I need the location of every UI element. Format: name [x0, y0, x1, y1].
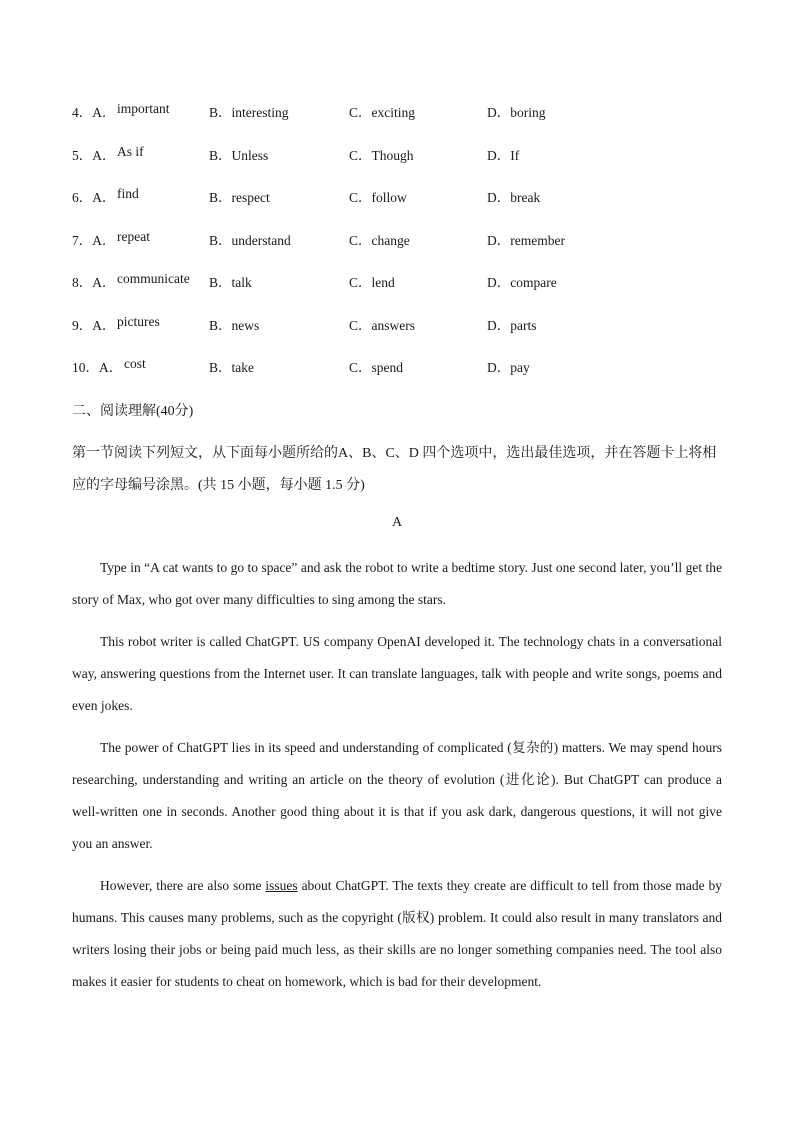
option-a: repeat	[117, 229, 150, 244]
underlined-word: issues	[265, 878, 298, 893]
question-number: 7．A．	[72, 233, 116, 248]
option-b: B．talk	[209, 275, 252, 290]
paragraph-4	[72, 870, 722, 998]
option-d: D．compare	[487, 275, 557, 290]
option-b: B．news	[209, 318, 260, 333]
option-d: D．pay	[487, 360, 530, 375]
option-c: C．exciting	[349, 105, 415, 120]
question-number: 5．A．	[72, 148, 116, 163]
paragraph-4-text-end: about ChatGPT. The texts they create are difficult to tell from those made by humans. This causes many problems, such as the copyright (版权) problem. It could also result in many translators and writers losing their jobs or being paid much less, as their skills are no longer something companies need. The tool also makes it easier for students to cheat on homework, which is bad for their development.	[72, 878, 722, 989]
question-number: 4．A．	[72, 105, 116, 120]
paragraph-1: Type in “A cat wants to go to space” and ask the robot to write a bedtime story. Just one second later, you’ll get the story of Max, who got over many difficulties to sing among the stars.	[72, 560, 722, 607]
option-d: D．If	[487, 148, 520, 163]
question-number: 8．A．	[72, 275, 116, 290]
option-d: D．boring	[487, 105, 546, 120]
paragraph-2: This robot writer is called ChatGPT. US company OpenAI developed it. The technology chats in a conversational way, answering questions from the Internet user. It can translate languages, talk with people and write songs, poems and even jokes.	[72, 634, 722, 713]
option-c: C．spend	[349, 360, 403, 375]
passage-title: A	[391, 515, 403, 530]
option-a: As if	[117, 144, 144, 159]
option-b: B．Unless	[209, 148, 269, 163]
option-a: find	[117, 186, 139, 201]
paragraph-4-text-start: However, there are also some	[100, 878, 266, 893]
option-a: pictures	[117, 314, 160, 329]
question-number: 10．A．	[72, 360, 123, 375]
option-c: C．follow	[349, 190, 407, 205]
paragraph-3: The power of ChatGPT lies in its speed and understanding of complicated (复杂的) matters. We may spend hours researching, understanding and writing an article on the theory of evolution (进化论). But ChatGPT can produce a well-written one in seconds. Another good thing about it is that if you ask dark, dangerous questions, it will not give you an answer.	[72, 740, 722, 851]
option-a: important	[117, 101, 170, 116]
option-d: D．remember	[487, 233, 565, 248]
question-number: 6．A．	[72, 190, 116, 205]
question-number: 9．A．	[72, 318, 116, 333]
option-b: B．interesting	[209, 105, 289, 120]
option-c: C．answers	[349, 318, 415, 333]
option-b: B．respect	[209, 190, 270, 205]
option-a: communicate	[117, 271, 190, 286]
section-title: 二、阅读理解(40分)	[72, 404, 194, 419]
option-d: D．parts	[487, 318, 537, 333]
option-c: C．change	[349, 233, 410, 248]
option-c: C．lend	[349, 275, 395, 290]
option-c: C．Though	[349, 148, 414, 163]
option-b: B．take	[209, 360, 254, 375]
option-a: cost	[124, 356, 146, 371]
option-b: B．understand	[209, 233, 291, 248]
option-d: D．break	[487, 190, 541, 205]
section-instructions: 第一节阅读下列短文，从下面每小题所给的A、B、C、D 四个选项中，选出最佳选项，并在答题卡上将相应的字母编号涂黑。(共 15 小题，每小题 1.5 分)	[72, 446, 717, 493]
